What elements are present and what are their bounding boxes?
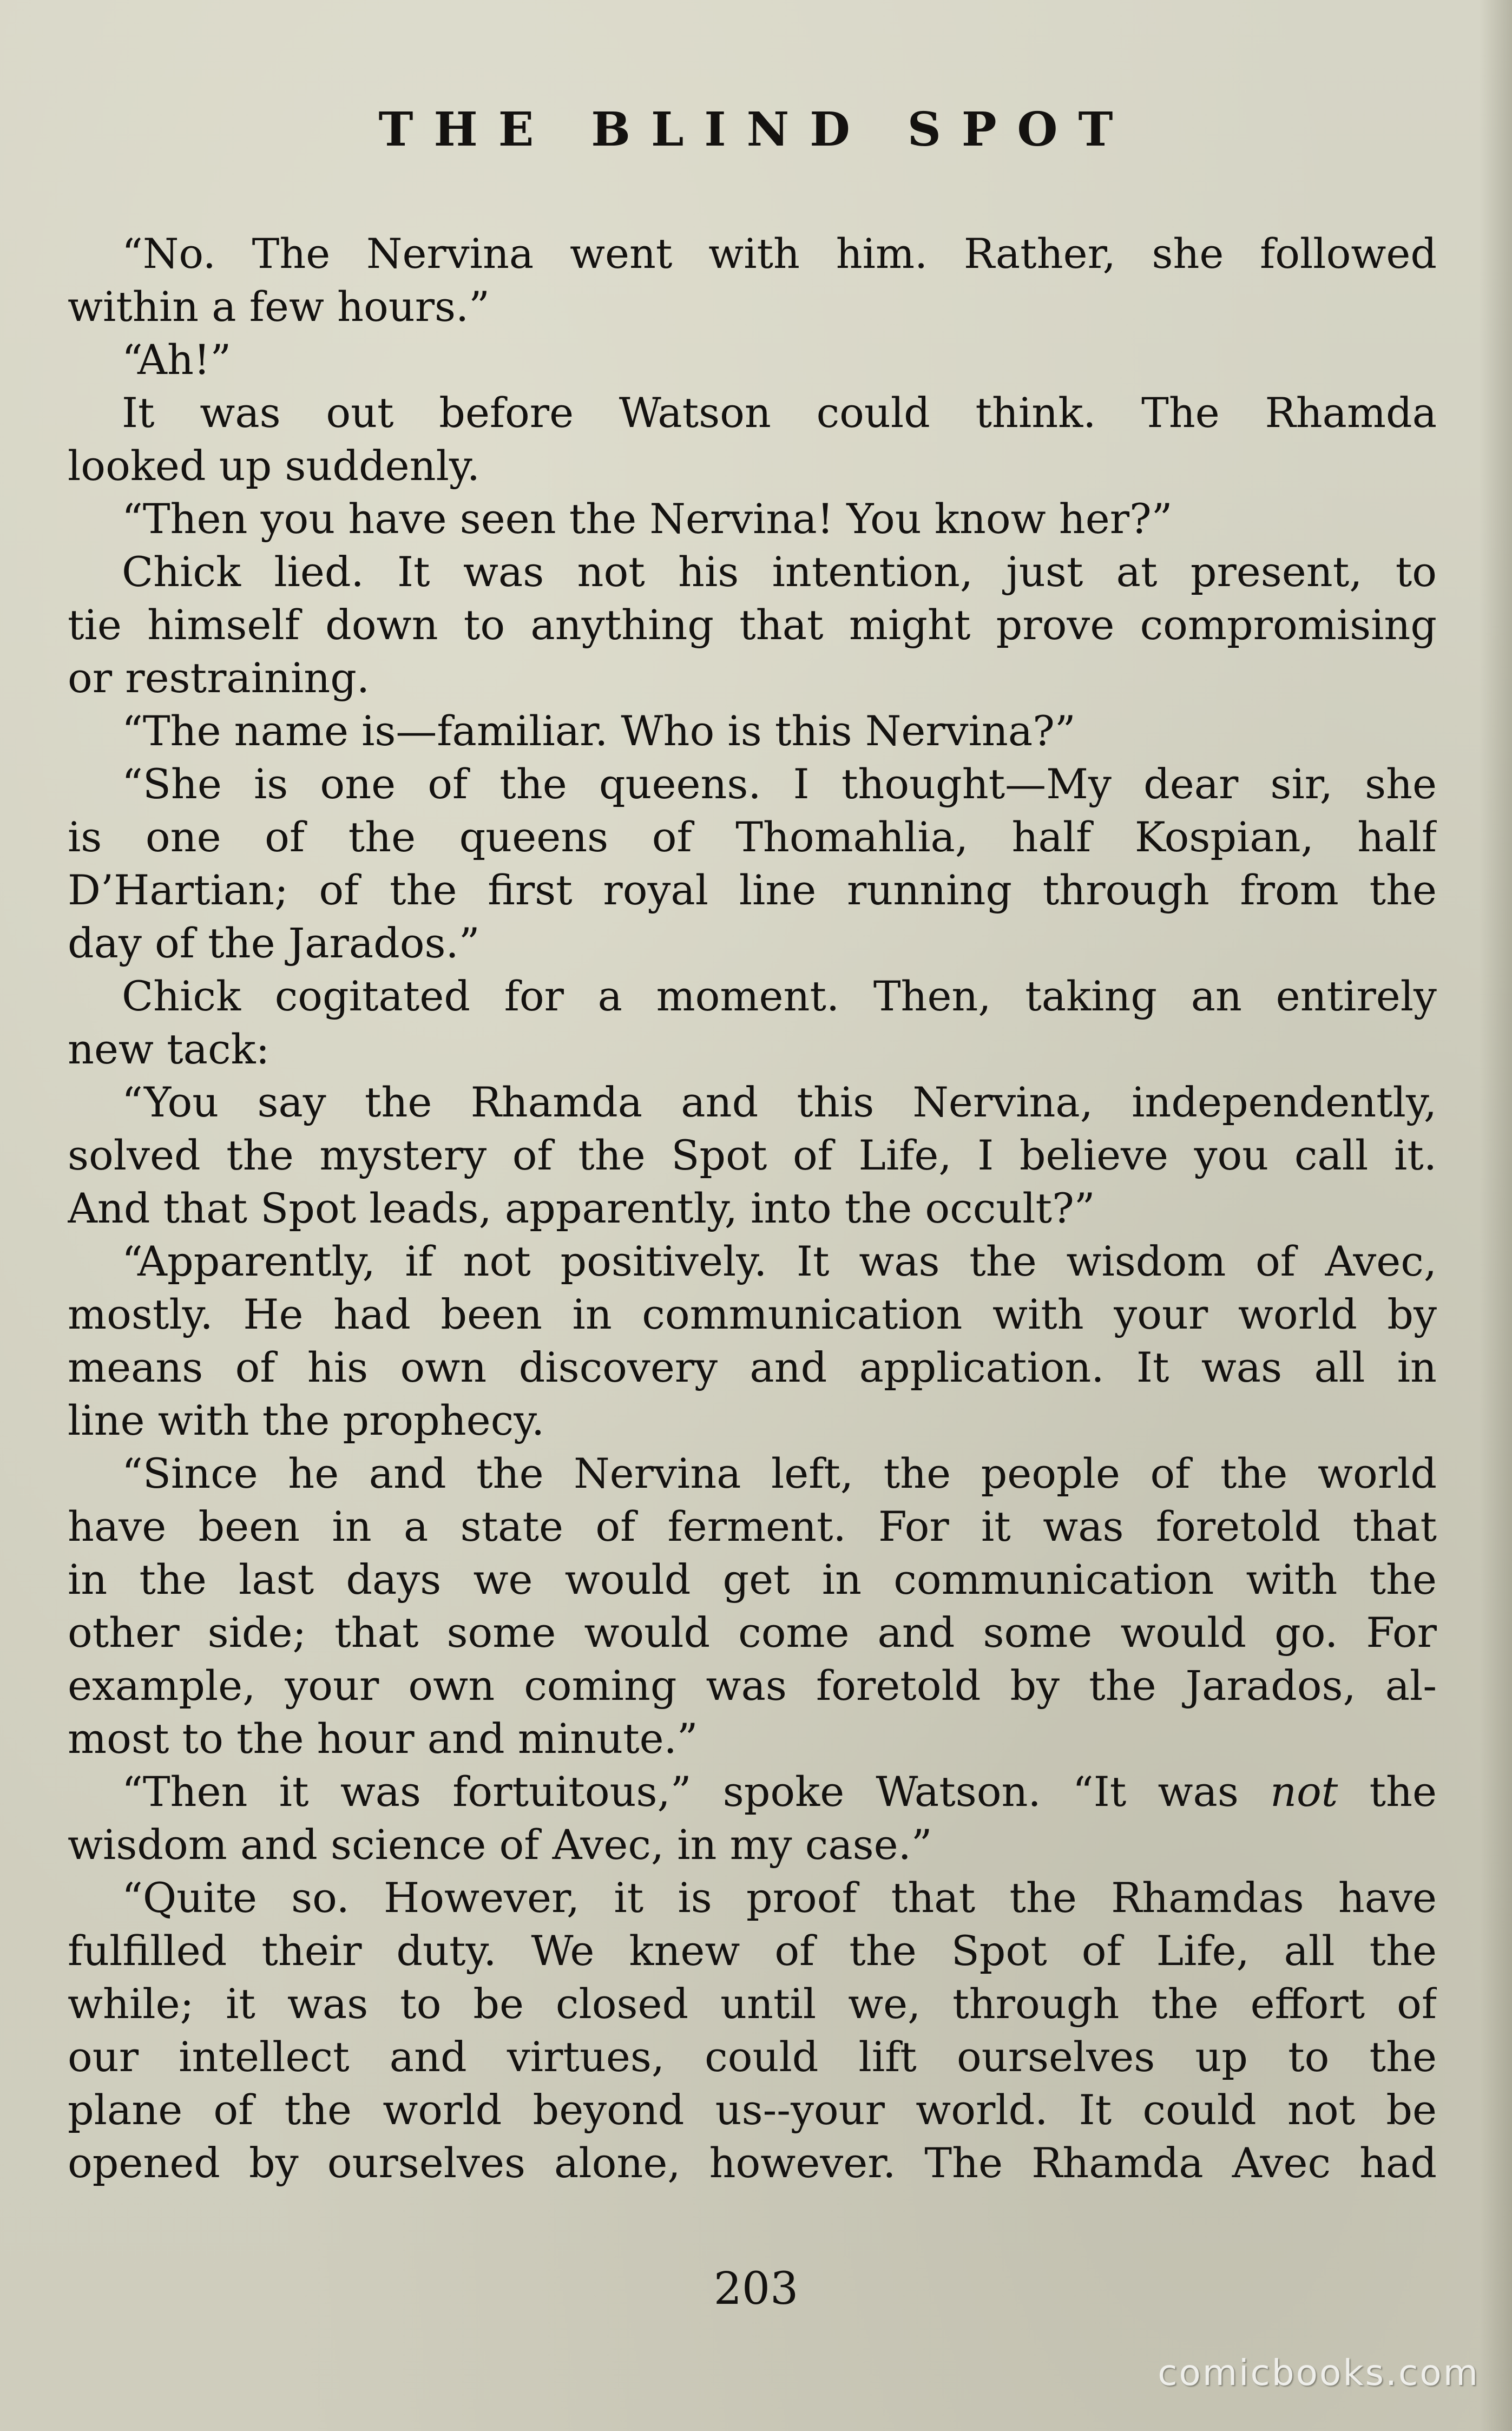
text-line: means of his own discovery and application. It was all in: [68, 1343, 1437, 1391]
text-line: our intellect and virtues, could lift ourselves up to the: [68, 2033, 1437, 2081]
text-line: It was out before Watson could think. The Rhamda: [122, 389, 1437, 437]
text-line: Chick cogitated for a moment. Then, taking an entirely: [122, 972, 1437, 1020]
text-line: opened by ourselves alone, however. The Rhamda Avec had: [68, 2139, 1437, 2187]
text-line: “Then you have seen the Nervina! You know her?”: [122, 495, 1173, 543]
text-line: “Apparently, if not positively. It was the wisdom of Avec,: [122, 1237, 1437, 1285]
emphasis-text: not: [1270, 1768, 1338, 1816]
text-line: wisdom and science of Avec, in my case.”: [68, 1821, 932, 1869]
text-line: plane of the world beyond us--your world. It could not be: [68, 2086, 1437, 2134]
text-line: “The name is—familiar. Who is this Nervina?”: [122, 707, 1076, 755]
text-line: mostly. He had been in communication with your world by: [68, 1290, 1437, 1338]
text-line: solved the mystery of the Spot of Life, I believe you call it.: [68, 1131, 1437, 1179]
text-line: “You say the Rhamda and this Nervina, independently,: [122, 1078, 1437, 1126]
page-edge-shadow: [1480, 0, 1512, 2431]
text-line: within a few hours.”: [68, 282, 490, 331]
text-line: in the last days we would get in communication with the: [68, 1555, 1437, 1604]
text-line: “She is one of the queens. I thought—My dear sir, she: [122, 760, 1437, 808]
text-line: Chick lied. It was not his intention, just at present, to: [122, 548, 1437, 596]
text-line: looked up suddenly.: [68, 442, 480, 490]
text-line: [68, 1765, 1437, 1818]
text-line: And that Spot leads, apparently, into the occult?”: [68, 1184, 1095, 1232]
text-line: D’Hartian; of the first royal line running through from the: [68, 866, 1437, 914]
running-head: THE BLIND SPOT: [378, 102, 1134, 157]
text-line: other side; that some would come and some would go. For: [68, 1608, 1437, 1657]
text-line: “No. The Nervina went with him. Rather, she followed: [122, 229, 1437, 278]
text-line: line with the prophecy.: [68, 1396, 545, 1444]
text-segment: “Then it was fortuitous,” spoke Watson. “It was: [122, 1768, 1271, 1816]
body-text: [68, 227, 1437, 2190]
text-line: have been in a state of ferment. For it was foretold that: [68, 1502, 1437, 1550]
text-line: tie himself down to anything that might prove compromising: [68, 601, 1437, 649]
text-line: “Since he and the Nervina left, the people of the world: [122, 1449, 1437, 1497]
text-line: while; it was to be closed until we, through the effort of: [68, 1980, 1437, 2028]
text-line: “Ah!”: [122, 336, 232, 384]
page-number: 203: [713, 2263, 799, 2315]
text-line: is one of the queens of Thomahlia, half Kospian, half: [68, 813, 1437, 861]
text-segment: the: [1338, 1768, 1437, 1816]
watermark: comicbooks.com: [1158, 2352, 1480, 2394]
text-line: new tack:: [68, 1025, 270, 1073]
text-line: “Quite so. However, it is proof that the Rhamdas have: [122, 1874, 1437, 1922]
text-line: day of the Jarados.”: [68, 919, 480, 967]
text-line: example, your own coming was foretold by the Jarados, al-: [68, 1661, 1437, 1710]
text-line: fulfilled their duty. We knew of the Spot of Life, all the: [68, 1927, 1437, 1975]
text-line: most to the hour and minute.”: [68, 1714, 698, 1763]
text-line: or restraining.: [68, 654, 370, 702]
